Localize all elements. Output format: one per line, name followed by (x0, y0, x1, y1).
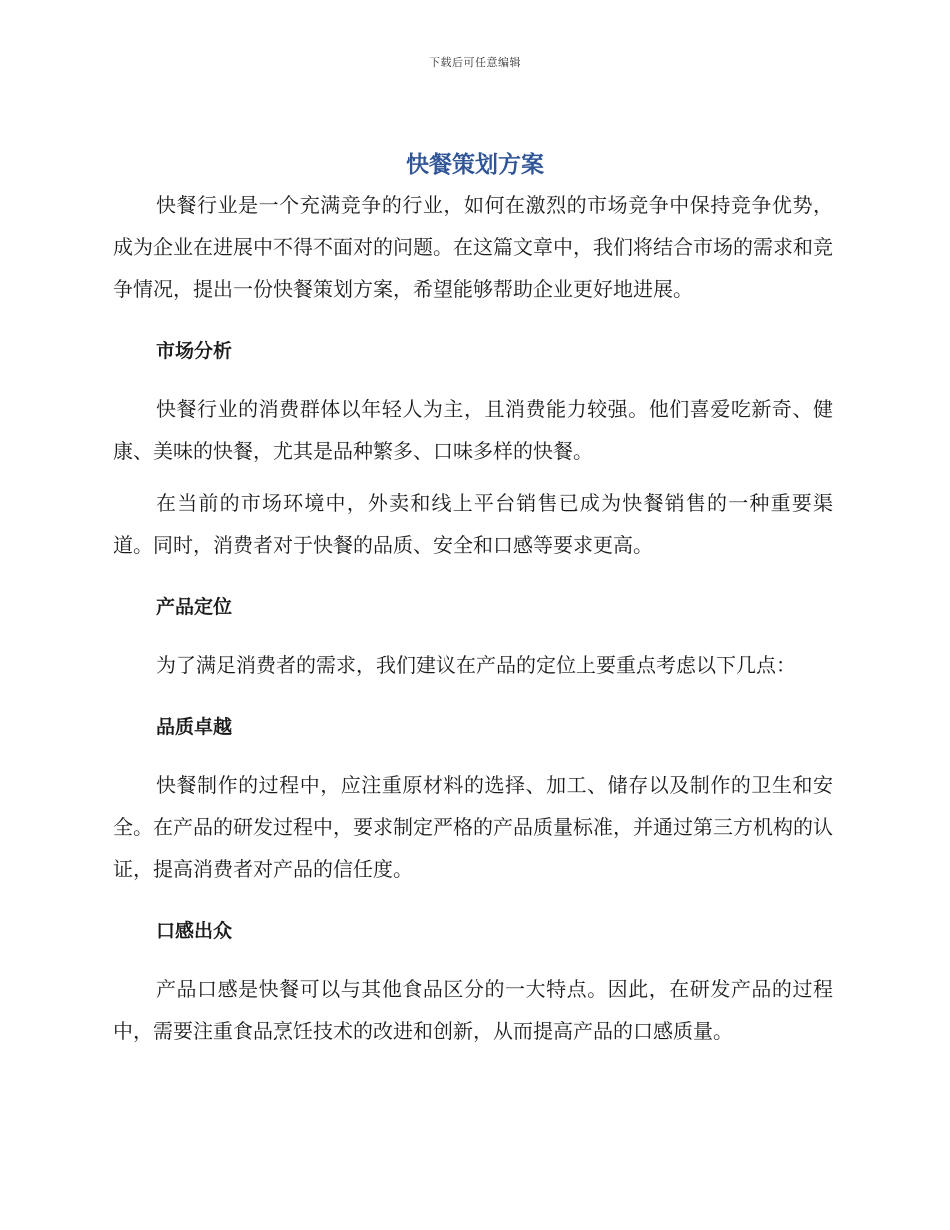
paragraph: 为了满足消费者的需求，我们建议在产品的定位上要重点考虑以下几点： (156, 653, 796, 677)
document-title: 快餐策划方案 (406, 152, 544, 178)
intro-paragraph: 快餐行业是一个充满竞争的行业，如何在激烈的市场竞争中保持竞争优势，成为企业在进展中不得不面对的问题。在这篇文章中，我们将结合市场的需求和竞争情况，提出一份快餐策划方案，希望能够帮助企业更好地进展。 (113, 193, 833, 301)
paragraph: 产品口感是快餐可以与其他食品区分的一大特点。因此，在研发产品的过程中，需要注重食品烹饪技术的改进和创新，从而提高产品的口感质量。 (113, 977, 833, 1043)
paragraph: 快餐行业的消费群体以年轻人为主，且消费能力较强。他们喜爱吃新奇、健康、美味的快餐，尤其是品种繁多、口味多样的快餐。 (113, 397, 833, 463)
paragraph: 快餐制作的过程中，应注重原材料的选择、加工、储存以及制作的卫生和安全。在产品的研发过程中，要求制定严格的产品质量标准，并通过第三方机构的认证，提高消费者对产品的信任度。 (113, 773, 833, 881)
section-heading-taste: 口感出众 (156, 920, 233, 942)
paragraph: 在当前的市场环境中，外卖和线上平台销售已成为快餐销售的一种重要渠道。同时，消费者对于快餐的品质、安全和口感等要求更高。 (113, 491, 833, 557)
section-heading-quality: 品质卓越 (156, 716, 233, 738)
section-heading-market-analysis: 市场分析 (156, 340, 233, 362)
header-note: 下载后可任意编辑 (429, 56, 521, 69)
document-body (113, 184, 833, 1052)
section-heading-product-positioning: 产品定位 (156, 596, 233, 618)
